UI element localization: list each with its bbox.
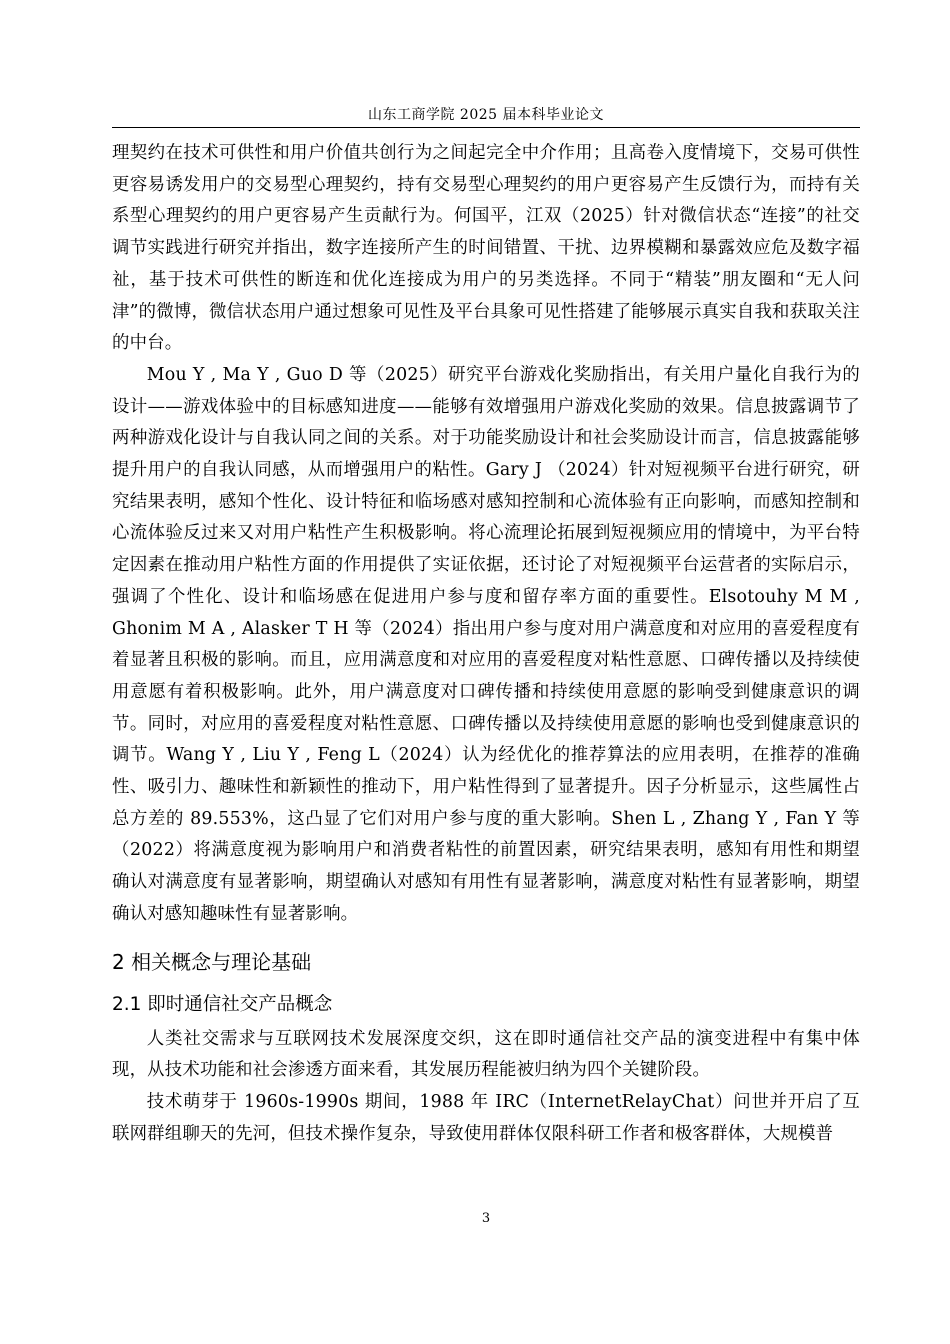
paragraph-literature-review: Mou Y , Ma Y , Guo D 等（2025）研究平台游戏化奖励指出，有关用户量化自我行为的设计——游戏体验中的目标感知进度——能够有效增强用户游戏化奖励的效果。信息披露调节了两种游戏化设计与自我认同之间的关系。对于功能奖励设计和社会奖励设计而言，信息披露能够提升用户的自我认同感，从而增强用户的粘性。Gary J （2024）针对短视频平台进行研究，研究结果表明，感知个性化、设计特征和临场感对感知控制和心流体验有正向影响，而感知控制和心流体验反过来又对用户粘性产生积极影响。将心流理论拓展到短视频应用的情境中，为平台特定因素在推动用户粘性方面的作用提供了实证依据，还讨论了对短视频平台运营者的实际启示，强调了个性化、设计和临场感在促进用户参与度和留存率方面的重要性。Elsotouhy M M , Ghonim M A , Alasker T H 等（2024）指出用户参与度对用户满意度和对应用的喜爱程度有着显著且积极的影响。而且，应用满意度和对应用的喜爱程度对粘性意愿、口碑传播以及持续使用意愿有着积极影响。此外，用户满意度对口碑传播和持续使用意愿的影响受到健康意识的调节。同时，对应用的喜爱程度对粘性意愿、口碑传播以及持续使用意愿的影响也受到健康意识的调节。Wang Y , Liu Y , Feng L（2024）认为经优化的推荐算法的应用表明，在推荐的准确性、吸引力、趣味性和新颖性的推动下，用户粘性得到了显著提升。因子分析显示，这些属性占总方差的 89.553%，这凸显了它们对用户参与度的重大影响。Shen L , Zhang Y , Fan Y 等（2022）将满意度视为影响用户和消费者粘性的前置因素，研究结果表明，感知有用性和期望确认对满意度有显著影响，期望确认对感知有用性有显著影响，满意度对粘性有显著影响，期望确认对感知趣味性有显著影响。 [112, 364, 860, 924]
chapter-heading: 2 相关概念与理论基础 [112, 949, 312, 974]
section-heading: 2.1 即时通信社交产品概念 [112, 993, 333, 1015]
paragraph-intro: 人类社交需求与互联网技术发展深度交织，这在即时通信社交产品的演变进程中有集中体现，从技术功能和社会渗透方面来看，其发展历程能被归纳为四个关键阶段。 [112, 1028, 860, 1081]
paragraph-history: 技术萌芽于 1960s-1990s 期间，1988 年 IRC（InternetRelayChat）问世并开启了互联网群组聊天的先河，但技术操作复杂，导致使用群体仅限科研工作者和极客群体，大规模普 [112, 1091, 860, 1144]
paragraph-continuation: 理契约在技术可供性和用户价值共创行为之间起完全中介作用；且高卷入度情境下，交易可供性更容易诱发用户的交易型心理契约，持有交易型心理契约的用户更容易产生反馈行为，而持有关系型心理契约的用户更容易产生贡献行为。何国平，江双（2025）针对微信状态“连接”的社交调节实践进行研究并指出，数字连接所产生的时间错置、干扰、边界模糊和暴露效应危及数字福祉，基于技术可供性的断连和优化连接成为用户的另类选择。不同于“精装”朋友圈和“无人问津”的微博，微信状态用户通过想象可见性及平台具象可见性搭建了能够展示真实自我和获取关注的中台。 [112, 143, 860, 354]
page-number: 3 [481, 1211, 491, 1226]
body-text [112, 138, 860, 1150]
running-header: 山东工商学院 2025 届本科毕业论文 [367, 107, 605, 123]
header-divider [112, 127, 860, 128]
